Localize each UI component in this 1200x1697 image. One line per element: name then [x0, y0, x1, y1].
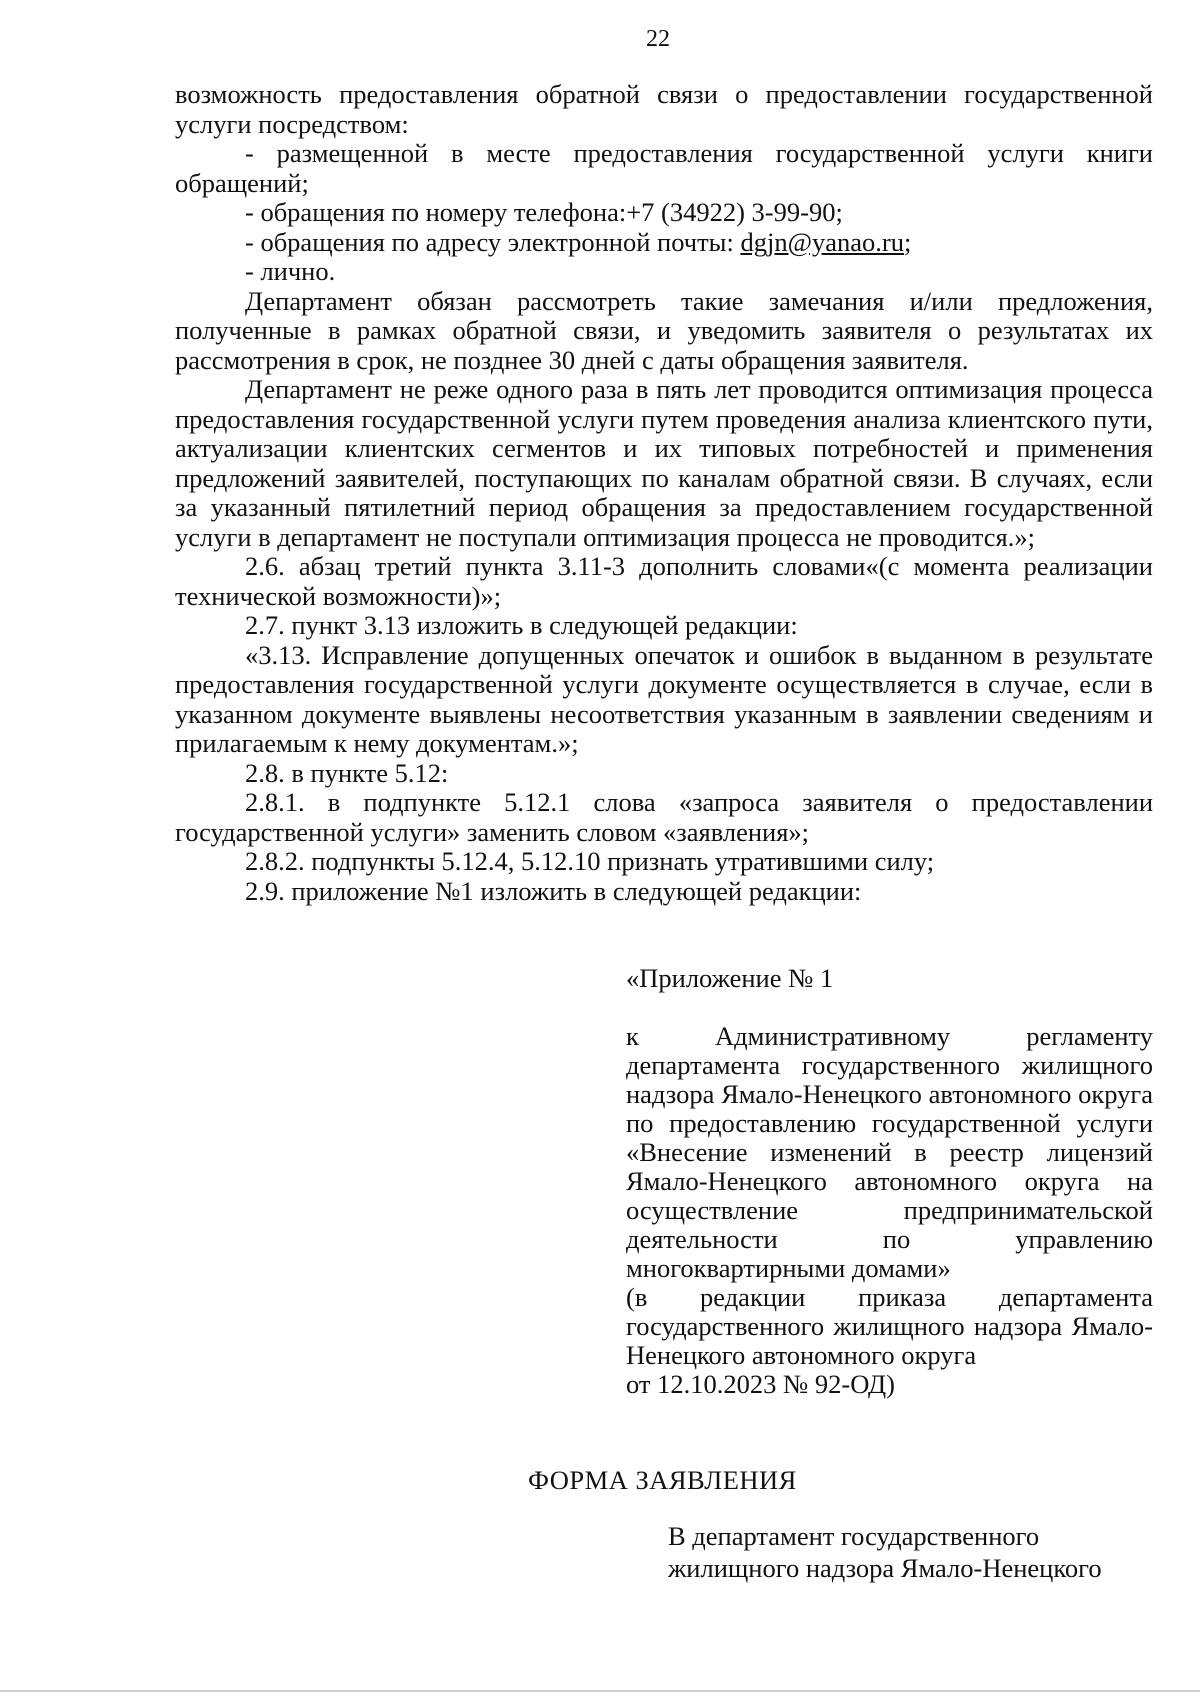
form-title: ФОРМА ЗАЯВЛЕНИЯ — [528, 1465, 797, 1495]
appendix-edition: (в редакции приказа департамента государственного жилищного надзора Ямало-Ненецкого автономного округа — [626, 1282, 1153, 1370]
paragraph: - размещенной в месте предоставления государственной услуги книги обращений; — [175, 138, 1153, 198]
paragraph: - обращения по номеру телефона:+7 (34922) 3-99-90; — [245, 197, 843, 227]
paragraph: Департамент обязан рассмотреть такие замечания и/или предложения, полученные в рамках обратной связи, и уведомить заявителя о результатах их рассмотрения в срок, не позднее 30 дней с даты обращения заявителя. — [175, 285, 1153, 375]
paragraph: 2.7. пункт 3.13 изложить в следующей редакции: — [245, 610, 798, 640]
paragraph: 2.9. приложение №1 изложить в следующей редакции: — [245, 875, 862, 906]
appendix-note — [626, 1022, 1153, 1399]
addressee-line: жилищного надзора Ямало-Ненецкого — [668, 1553, 1102, 1583]
appendix-edition-date: от 12.10.2023 № 92-ОД) — [626, 1369, 895, 1399]
email-prefix: - обращения по адресу электронной почты: — [245, 226, 741, 257]
paragraph: - лично. — [245, 256, 336, 286]
page-number: 22 — [646, 26, 670, 52]
email-link[interactable]: dgjn@yanao.ru — [740, 226, 904, 257]
paragraph: 2.6. абзац третий пункта 3.11-3 дополнить словами«(с момента реализации технической возможности)»; — [175, 551, 1153, 611]
paragraph: 2.8.2. подпункты 5.12.4, 5.12.10 признать утратившими силу; — [245, 846, 935, 876]
addressee-line: В департамент государственного — [668, 1521, 1040, 1551]
paragraph: Департамент не реже одного раза в пять лет проводится оптимизация процесса предоставления государственной услуги путем проведения анализа клиентского пути, актуализации клиентских сегментов и их типовых потребностей и применения предложений заявителей, поступающих по каналам обратной связи. В случаях, если за указанный пятилетний период обращения за предоставлением государственной услуги в департамент не поступали оптимизация процесса не проводится.»; — [175, 374, 1153, 552]
document-body — [175, 80, 1153, 906]
email-suffix: ; — [903, 226, 912, 257]
appendix-heading: «Приложение № 1 — [626, 963, 834, 993]
paragraph-email — [175, 228, 1153, 258]
addressee-block — [668, 1520, 1168, 1584]
appendix-note-text: к Административному регламенту департамента государственного жилищного надзора Ямало-Ненецкого автономного округа по предоставлению государственной услуги «Внесение изменений в реестр лицензий Ямало-Ненецкого автономного округа на осуществление предпринимательской деятельности по управлению многоквартирными домами» — [626, 1021, 1153, 1283]
page-bottom-rule — [0, 1690, 1200, 1692]
paragraph: 2.8. в пункте 5.12: — [245, 757, 449, 788]
paragraph: возможность предоставления обратной связи о предоставлении государственной услуги посредством: — [175, 79, 1153, 139]
paragraph: 2.8.1. в подпункте 5.12.1 слова «запроса заявителя о предоставлении государственной услуги» заменить словом «заявления»; — [175, 787, 1153, 847]
paragraph: «3.13. Исправление допущенных опечаток и ошибок в выданном в результате предоставления государственной услуги документе осуществляется в случае, если в указанном документе выявлены несоответствия указанным в заявлении сведениям и прилагаемым к нему документам.»; — [175, 639, 1153, 758]
